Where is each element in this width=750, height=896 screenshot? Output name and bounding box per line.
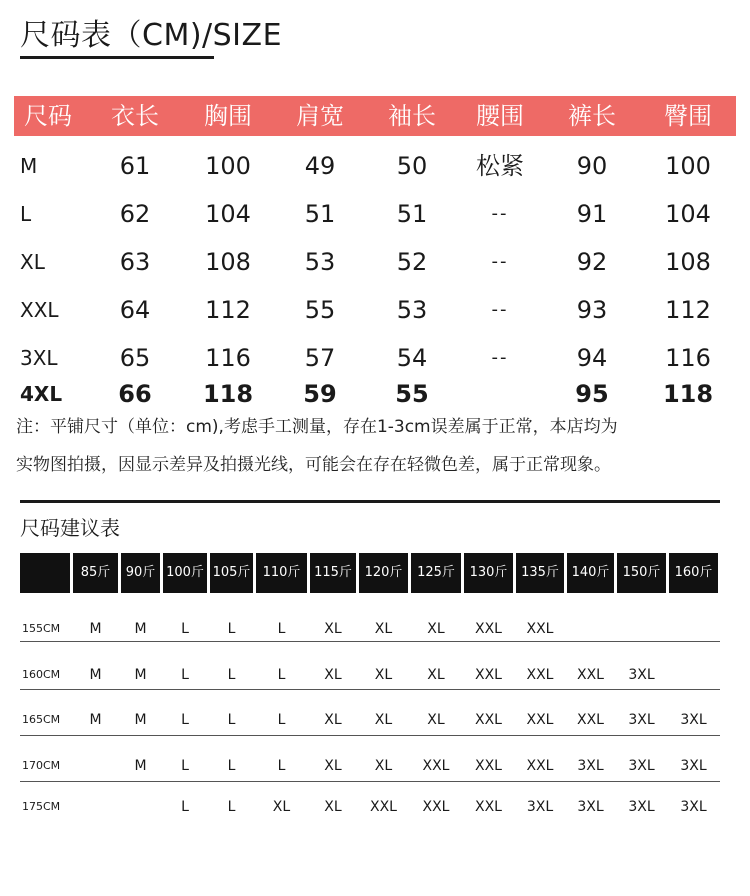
size-cell: 91: [576, 200, 608, 228]
size-row: [0, 338, 750, 378]
recommend-title: 尺码建议表: [20, 516, 120, 540]
size-cell: 53: [396, 296, 428, 324]
size-cell: 55: [395, 380, 429, 408]
recommend-cell: XXL: [475, 758, 502, 774]
recommend-cell: XXL: [577, 712, 604, 728]
recommend-cell: L: [277, 621, 286, 637]
recommend-cell: XL: [324, 799, 342, 815]
size-header-cell: 腰围: [476, 102, 524, 130]
recommend-cell: L: [227, 799, 236, 815]
recommend-cell: M: [134, 621, 147, 637]
note-line-2: 实物图拍摄，因显示差异及拍摄光线，可能会在存在轻微色差，属于正常现象。: [16, 455, 611, 475]
size-cell: --: [491, 347, 509, 368]
size-cell: 118: [202, 380, 254, 408]
size-cell: 50: [396, 152, 428, 180]
size-chart-header: [14, 96, 736, 136]
size-cell: --: [491, 203, 509, 224]
recommend-cell: 3XL: [628, 758, 655, 774]
recommend-cell: 3XL: [526, 799, 554, 815]
recommend-cell: XL: [374, 758, 393, 774]
size-row: [0, 194, 750, 234]
size-header-cell: 尺码: [24, 102, 72, 130]
size-header-cell: 肩宽: [296, 102, 344, 130]
size-cell: 100: [665, 152, 711, 180]
recommend-cell: XXL: [577, 667, 604, 683]
recommend-row-divider: [20, 641, 720, 642]
size-cell: 49: [304, 152, 336, 180]
recommend-row-divider: [20, 735, 720, 736]
size-cell: 62: [119, 200, 151, 228]
recommend-cell: XXL: [526, 758, 554, 774]
recommend-cell: 160CM: [22, 668, 61, 681]
size-cell: 116: [665, 344, 711, 372]
size-row: [0, 146, 750, 186]
size-cell: 51: [396, 200, 428, 228]
recommend-cell: L: [277, 712, 286, 728]
recommend-cell: XL: [324, 712, 342, 728]
recommend-row: [0, 792, 750, 822]
title-underline: [20, 56, 214, 59]
size-cell: XL: [20, 250, 45, 274]
recommend-header-cell: 130斤: [464, 553, 513, 593]
recommend-header-cell: 135斤: [516, 553, 564, 593]
recommend-cell: XL: [324, 667, 342, 683]
recommend-cell: XL: [272, 799, 291, 815]
recommend-cell: XXL: [475, 799, 502, 815]
recommend-cell: L: [181, 758, 189, 774]
recommend-cell: XXL: [526, 667, 554, 683]
recommend-row: [0, 614, 750, 644]
size-cell: 55: [304, 296, 336, 324]
recommend-cell: XL: [374, 621, 393, 637]
recommend-cell: M: [89, 667, 102, 683]
size-cell: 92: [576, 248, 608, 276]
size-cell: 66: [118, 380, 152, 408]
recommend-header-cell: 110斤: [256, 553, 307, 593]
size-cell: 93: [576, 296, 608, 324]
size-cell: 53: [304, 248, 336, 276]
recommend-cell: XL: [374, 712, 393, 728]
recommend-row: [0, 705, 750, 735]
recommend-header-cell: 125斤: [411, 553, 461, 593]
recommend-cell: 165CM: [22, 713, 61, 726]
recommend-cell: L: [227, 621, 236, 637]
recommend-cell: L: [181, 667, 189, 683]
recommend-cell: L: [277, 758, 286, 774]
recommend-row-divider: [20, 781, 720, 782]
recommend-cell: XL: [324, 621, 342, 637]
recommend-cell: 170CM: [22, 759, 61, 772]
recommend-header-cell: 90斤: [121, 553, 160, 593]
recommend-cell: XXL: [526, 712, 554, 728]
recommend-cell: XXL: [475, 712, 502, 728]
size-header-cell: 臀围: [664, 102, 712, 130]
size-cell: 112: [205, 296, 251, 324]
size-cell: 63: [119, 248, 151, 276]
size-cell: 100: [205, 152, 251, 180]
size-cell: 51: [304, 200, 336, 228]
recommend-cell: XXL: [475, 667, 502, 683]
recommend-header-cell: 85斤: [73, 553, 118, 593]
recommend-cell: 3XL: [628, 799, 655, 815]
size-row: [0, 242, 750, 282]
recommend-header-cell: 115斤: [310, 553, 356, 593]
recommend-header-cell: [20, 553, 70, 593]
size-cell: 65: [119, 344, 151, 372]
recommend-cell: XL: [427, 667, 445, 683]
recommend-cell: XXL: [422, 758, 450, 774]
size-cell: 3XL: [20, 346, 58, 370]
size-header-cell: 裤长: [568, 102, 616, 130]
recommend-header-cell: 120斤: [359, 553, 408, 593]
size-cell: --: [491, 299, 509, 320]
size-cell: 59: [303, 380, 337, 408]
size-cell: 95: [575, 380, 609, 408]
recommend-cell: M: [134, 667, 147, 683]
page-title: 尺码表（CM)/SIZE: [20, 18, 283, 53]
recommend-cell: XXL: [422, 799, 450, 815]
recommend-header-cell: 100斤: [163, 553, 207, 593]
recommend-cell: M: [89, 621, 102, 637]
size-header-cell: 袖长: [388, 102, 436, 130]
size-header-cell: 胸围: [204, 102, 252, 130]
size-cell: L: [20, 202, 32, 226]
recommend-header-cell: 160斤: [669, 553, 718, 593]
size-cell: 104: [205, 200, 251, 228]
size-cell: 94: [576, 344, 608, 372]
recommend-cell: XXL: [370, 799, 397, 815]
recommend-row: [0, 660, 750, 690]
recommend-cell: XXL: [475, 621, 502, 637]
size-row: [0, 374, 750, 414]
recommend-cell: M: [134, 758, 147, 774]
size-cell: 108: [665, 248, 711, 276]
recommend-cell: XL: [427, 621, 445, 637]
recommend-cell: 3XL: [680, 712, 707, 728]
recommend-header-cell: 150斤: [617, 553, 666, 593]
recommend-cell: 155CM: [22, 622, 61, 635]
recommend-cell: XL: [374, 667, 393, 683]
size-cell: 4XL: [20, 382, 63, 406]
recommend-cell: 3XL: [628, 712, 655, 728]
recommend-cell: L: [227, 712, 236, 728]
size-cell: 64: [119, 296, 151, 324]
size-cell: M: [20, 154, 38, 178]
size-cell: 57: [304, 344, 336, 372]
size-cell: 54: [396, 344, 428, 372]
recommend-cell: XXL: [526, 621, 554, 637]
recommend-row-divider: [20, 689, 720, 690]
size-cell: 52: [396, 248, 428, 276]
size-cell: 104: [665, 200, 711, 228]
recommend-cell: 3XL: [680, 758, 707, 774]
recommend-cell: L: [227, 667, 236, 683]
recommend-cell: XL: [427, 712, 445, 728]
recommend-cell: M: [134, 712, 147, 728]
size-cell: 61: [119, 152, 151, 180]
recommend-cell: L: [181, 799, 189, 815]
size-cell: 松紧: [476, 152, 524, 180]
size-header-cell: 衣长: [111, 102, 159, 130]
recommend-row: [0, 751, 750, 781]
recommend-cell: M: [89, 712, 102, 728]
recommend-cell: L: [277, 667, 286, 683]
recommend-cell: L: [181, 712, 189, 728]
size-row: [0, 290, 750, 330]
size-cell: 108: [205, 248, 251, 276]
recommend-cell: 3XL: [680, 799, 707, 815]
size-cell: 112: [665, 296, 711, 324]
recommend-cell: 175CM: [22, 800, 61, 813]
recommend-cell: 3XL: [577, 758, 604, 774]
size-cell: 118: [662, 380, 714, 408]
recommend-header: [20, 553, 720, 593]
recommend-cell: L: [227, 758, 236, 774]
size-cell: 90: [576, 152, 608, 180]
size-cell: --: [491, 251, 509, 272]
note-line-1: 注：平铺尺寸（单位：cm),考虑手工测量，存在1-3cm误差属于正常，本店均为: [16, 417, 618, 437]
recommend-header-cell: 140斤: [567, 553, 614, 593]
recommend-cell: XL: [324, 758, 342, 774]
recommend-cell: L: [181, 621, 189, 637]
size-cell: XXL: [20, 298, 59, 322]
recommend-header-cell: 105斤: [210, 553, 253, 593]
size-cell: 116: [205, 344, 251, 372]
section-divider: [20, 500, 720, 503]
recommend-cell: 3XL: [577, 799, 604, 815]
recommend-cell: 3XL: [628, 667, 655, 683]
